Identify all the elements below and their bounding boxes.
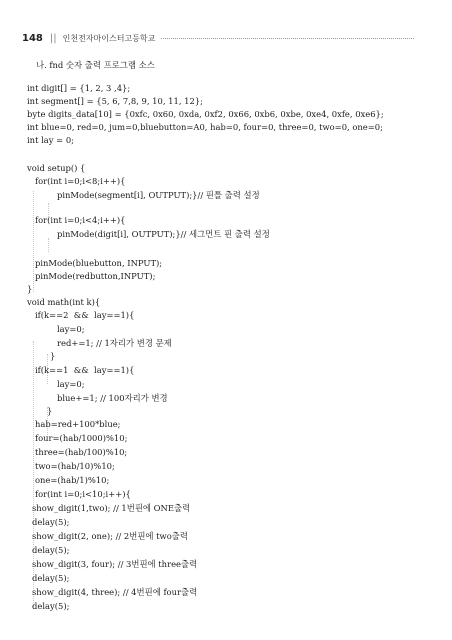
code-line: for(int i=0;i<8;i++){ — [35, 176, 126, 186]
header-separator: || — [49, 32, 57, 44]
code-line: three=(hab/100)%10; — [35, 447, 128, 457]
code-line: two=(hab/10)%10; — [35, 461, 115, 471]
code-line: } — [27, 284, 33, 294]
code-line: int blue=0, red=0, jum=0,bluebutton=A0, hab=0, four=0, three=0, two=0, one=0; — [27, 122, 383, 132]
code-line: show_digit(2, one); // 2번핀에 two출력 — [32, 531, 188, 541]
code-line: int digit[] = {1, 2, 3 ,4}; — [27, 83, 131, 93]
code-line: void setup() { — [27, 163, 86, 173]
code-line: if(k==1 && lay==1){ — [35, 365, 135, 375]
code-line: hab=red+100*blue; — [35, 419, 121, 429]
code-line: for(int i=0;i<4;i++){ — [35, 215, 126, 225]
code-line: } — [50, 351, 56, 361]
page-number: 148 — [22, 32, 43, 44]
header-dotted-rule — [161, 38, 414, 39]
code-line: pinMode(segment[i], OUTPUT);}// 핀틀 출력 설정 — [57, 190, 260, 200]
code-line: delay(5); — [32, 573, 70, 583]
code-line: delay(5); — [32, 517, 70, 527]
code-line: for(int i=0;i<10;i++){ — [35, 489, 131, 499]
code-line: void math(int k){ — [27, 297, 101, 307]
indent-guide — [33, 191, 34, 292]
code-line: lay=0; — [57, 379, 85, 389]
code-line: pinMode(redbutton,INPUT); — [35, 271, 156, 281]
school-name: 인천전자마이스터고등학교 — [62, 33, 156, 43]
section-heading: 나. fnd 숫자 출력 프로그램 소스 — [36, 60, 155, 70]
code-line: show_digit(3, four); // 3번핀에 three출력 — [32, 559, 198, 569]
indent-guide — [48, 238, 49, 252]
code-line: int lay = 0; — [27, 135, 74, 145]
code-line: pinMode(bluebutton, INPUT); — [35, 258, 163, 268]
code-line: int segment[] = {5, 6, 7,8, 9, 10, 11, 12}; — [27, 96, 203, 106]
code-line: one=(hab/1)%10; — [35, 475, 110, 485]
code-line: delay(5); — [32, 545, 70, 555]
code-line: pinMode(digit[i], OUTPUT);}// 세그먼트 핀 출력 설정 — [57, 229, 270, 239]
code-line: if(k==2 && lay==1){ — [35, 310, 135, 320]
code-line: show_digit(4, three); // 4번핀에 four출력 — [32, 587, 198, 597]
code-line: red+=1; // 1자리가 변경 문제 — [57, 338, 172, 348]
code-line: delay(5); — [32, 601, 70, 611]
code-line: byte digits_data[10] = {0xfc, 0x60, 0xda, 0xf2, 0x66, 0xb6, 0xbe, 0xe4, 0xfe, 0xe6}; — [27, 109, 384, 119]
code-line: four=(hab/1000)%10; — [35, 433, 128, 443]
code-line: show_digit(1,two); // 1번핀에 ONE출력 — [32, 503, 191, 513]
code-line: lay=0; — [57, 324, 85, 334]
code-line: } — [47, 406, 53, 416]
page-header — [22, 31, 414, 45]
code-line: blue+=1; // 100자리가 변경 — [57, 393, 168, 403]
